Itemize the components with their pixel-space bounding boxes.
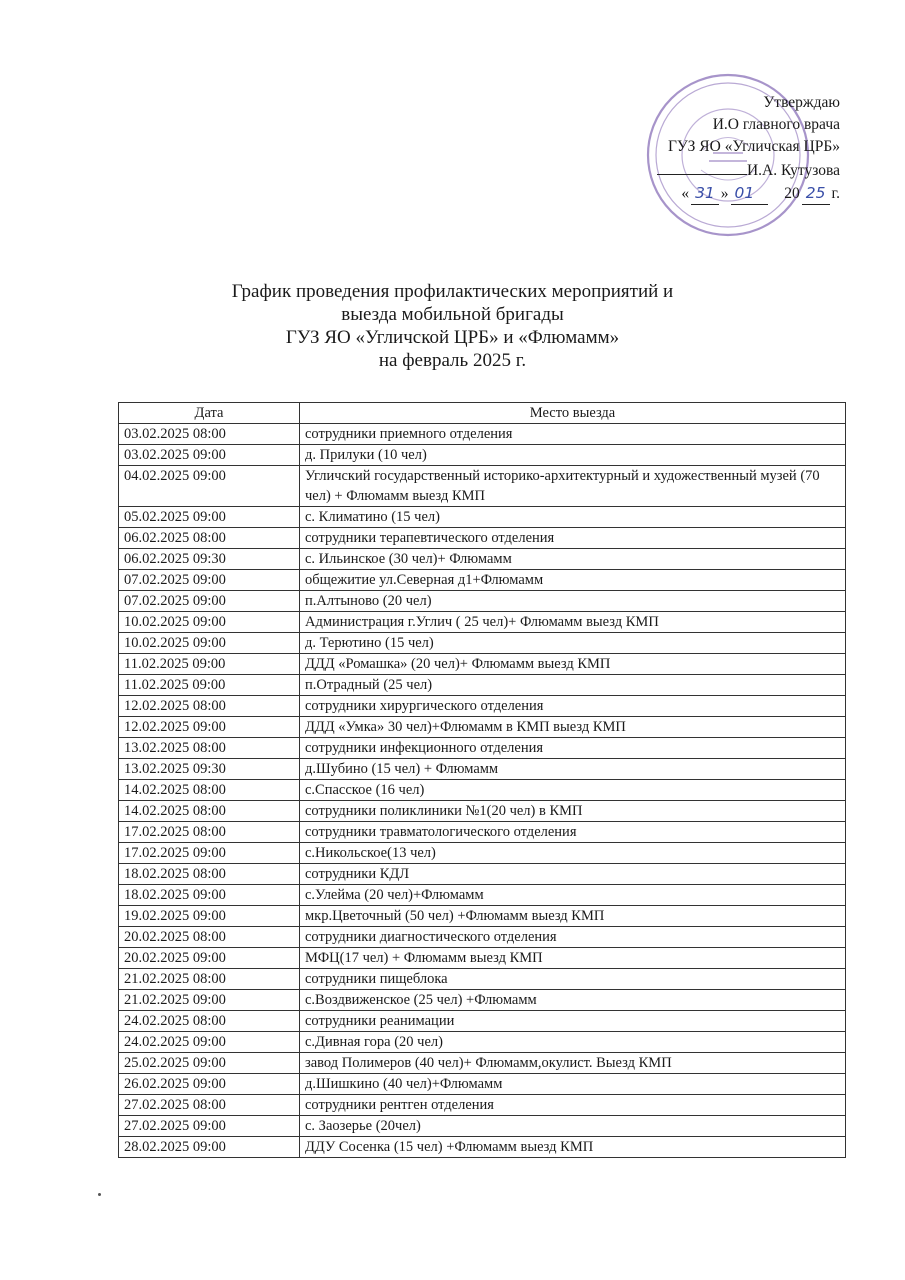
table-row <box>119 822 846 843</box>
cell-place: МФЦ(17 чел) + Флюмамм выезд КМП <box>300 948 846 969</box>
table-row <box>119 1095 846 1116</box>
approval-block <box>540 92 840 205</box>
cell-place: с. Заозерье (20чел) <box>300 1116 846 1137</box>
header-date: Дата <box>119 403 300 424</box>
table-row <box>119 780 846 801</box>
cell-date: 04.02.2025 09:00 <box>119 466 300 507</box>
signature-line <box>657 158 747 175</box>
cell-date: 03.02.2025 08:00 <box>119 424 300 445</box>
table-row <box>119 759 846 780</box>
cell-date: 12.02.2025 08:00 <box>119 696 300 717</box>
cell-place: сотрудники диагностического отделения <box>300 927 846 948</box>
cell-place: с.Улейма (20 чел)+Флюмамм <box>300 885 846 906</box>
table-row <box>119 717 846 738</box>
table-row <box>119 675 846 696</box>
cell-date: 18.02.2025 08:00 <box>119 864 300 885</box>
cell-date: 18.02.2025 09:00 <box>119 885 300 906</box>
cell-place: Администрация г.Углич ( 25 чел)+ Флюмамм выезд КМП <box>300 612 846 633</box>
cell-place: с. Ильинское (30 чел)+ Флюмамм <box>300 549 846 570</box>
cell-place: сотрудники пищеблока <box>300 969 846 990</box>
cell-place: п.Отрадный (25 чел) <box>300 675 846 696</box>
cell-date: 11.02.2025 09:00 <box>119 654 300 675</box>
cell-place: сотрудники приемного отделения <box>300 424 846 445</box>
table-row <box>119 801 846 822</box>
table-row <box>119 969 846 990</box>
table-row <box>119 445 846 466</box>
table-row <box>119 843 846 864</box>
cell-place: мкр.Цветочный (50 чел) +Флюмамм выезд КМП <box>300 906 846 927</box>
cell-place: сотрудники хирургического отделения <box>300 696 846 717</box>
table-row <box>119 906 846 927</box>
table-row <box>119 633 846 654</box>
approval-position: И.О главного врача <box>712 116 840 133</box>
approval-title: Утверждаю <box>763 94 840 111</box>
table-row <box>119 1011 846 1032</box>
table-row <box>119 591 846 612</box>
date-year: 25 <box>802 182 830 205</box>
title-line-3: ГУЗ ЯО «Угличской ЦРБ» и «Флюмамм» <box>285 327 620 348</box>
cell-date: 27.02.2025 08:00 <box>119 1095 300 1116</box>
table-row <box>119 864 846 885</box>
table-row <box>119 927 846 948</box>
cell-date: 17.02.2025 08:00 <box>119 822 300 843</box>
cell-date: 19.02.2025 09:00 <box>119 906 300 927</box>
table-row <box>119 1053 846 1074</box>
table-row <box>119 1137 846 1158</box>
document-title <box>0 280 905 372</box>
cell-place: с.Никольское(13 чел) <box>300 843 846 864</box>
cell-date: 26.02.2025 09:00 <box>119 1074 300 1095</box>
cell-place: с. Климатино (15 чел) <box>300 507 846 528</box>
title-line-2: выезда мобильной бригады <box>341 304 564 325</box>
cell-place: сотрудники терапевтического отделения <box>300 528 846 549</box>
cell-date: 17.02.2025 09:00 <box>119 843 300 864</box>
cell-place: завод Полимеров (40 чел)+ Флюмамм,окулист. Выезд КМП <box>300 1053 846 1074</box>
cell-date: 05.02.2025 09:00 <box>119 507 300 528</box>
table-row <box>119 990 846 1011</box>
table-row <box>119 1074 846 1095</box>
cell-place: сотрудники инфекционного отделения <box>300 738 846 759</box>
cell-date: 06.02.2025 09:30 <box>119 549 300 570</box>
cell-date: 12.02.2025 09:00 <box>119 717 300 738</box>
cell-date: 21.02.2025 09:00 <box>119 990 300 1011</box>
table-row <box>119 549 846 570</box>
cell-place: с.Воздвиженское (25 чел) +Флюмамм <box>300 990 846 1011</box>
cell-place: д. Прилуки (10 чел) <box>300 445 846 466</box>
cell-date: 14.02.2025 08:00 <box>119 801 300 822</box>
cell-place: сотрудники рентген отделения <box>300 1095 846 1116</box>
cell-place: общежитие ул.Северная д1+Флюмамм <box>300 570 846 591</box>
approval-signatory: И.А. Кутузова <box>540 158 840 182</box>
cell-place: с.Дивная гора (20 чел) <box>300 1032 846 1053</box>
cell-place: сотрудники КДЛ <box>300 864 846 885</box>
cell-date: 07.02.2025 09:00 <box>119 570 300 591</box>
cell-date: 28.02.2025 09:00 <box>119 1137 300 1158</box>
cell-date: 24.02.2025 09:00 <box>119 1032 300 1053</box>
scan-dot <box>98 1193 101 1196</box>
cell-date: 14.02.2025 08:00 <box>119 780 300 801</box>
date-day: 31 <box>691 182 719 205</box>
cell-date: 13.02.2025 08:00 <box>119 738 300 759</box>
cell-place: ДДД «Ромашка» (20 чел)+ Флюмамм выезд КМП <box>300 654 846 675</box>
cell-place: Угличский государственный историко-архитектурный и художественный музей (70 чел) + Флюмамм выезд КМП <box>300 466 846 507</box>
cell-place: сотрудники поликлиники №1(20 чел) в КМП <box>300 801 846 822</box>
table-row <box>119 424 846 445</box>
table-header-row <box>119 403 846 424</box>
schedule-body <box>119 424 846 1158</box>
cell-place: д.Шишкино (40 чел)+Флюмамм <box>300 1074 846 1095</box>
schedule-table <box>118 402 846 1158</box>
cell-place: д.Шубино (15 чел) + Флюмамм <box>300 759 846 780</box>
table-row <box>119 1032 846 1053</box>
date-month: 01 <box>731 182 769 205</box>
table-row <box>119 507 846 528</box>
cell-date: 10.02.2025 09:00 <box>119 612 300 633</box>
cell-date: 20.02.2025 09:00 <box>119 948 300 969</box>
header-place: Место выезда <box>300 403 846 424</box>
cell-date: 25.02.2025 09:00 <box>119 1053 300 1074</box>
cell-date: 13.02.2025 09:30 <box>119 759 300 780</box>
table-row <box>119 1116 846 1137</box>
cell-date: 07.02.2025 09:00 <box>119 591 300 612</box>
table-row <box>119 654 846 675</box>
cell-place: п.Алтыново (20 чел) <box>300 591 846 612</box>
approval-date: « 31 » 01 20 25 г. <box>540 182 840 205</box>
cell-place: сотрудники травматологического отделения <box>300 822 846 843</box>
table-row <box>119 466 846 507</box>
cell-place: ДДД «Умка» 30 чел)+Флюмамм в КМП выезд КМП <box>300 717 846 738</box>
cell-date: 11.02.2025 09:00 <box>119 675 300 696</box>
cell-date: 27.02.2025 09:00 <box>119 1116 300 1137</box>
cell-place: с.Спасское (16 чел) <box>300 780 846 801</box>
table-row <box>119 948 846 969</box>
table-row <box>119 570 846 591</box>
cell-date: 06.02.2025 08:00 <box>119 528 300 549</box>
cell-place: ДДУ Сосенка (15 чел) +Флюмамм выезд КМП <box>300 1137 846 1158</box>
table-row <box>119 696 846 717</box>
table-row <box>119 738 846 759</box>
cell-place: сотрудники реанимации <box>300 1011 846 1032</box>
cell-date: 03.02.2025 09:00 <box>119 445 300 466</box>
table-row <box>119 612 846 633</box>
cell-date: 21.02.2025 08:00 <box>119 969 300 990</box>
cell-date: 20.02.2025 08:00 <box>119 927 300 948</box>
cell-date: 24.02.2025 08:00 <box>119 1011 300 1032</box>
cell-place: д. Терютино (15 чел) <box>300 633 846 654</box>
title-line-4: на февраль 2025 г. <box>378 350 527 371</box>
title-line-1: График проведения профилактических мероприятий и <box>231 281 674 302</box>
cell-date: 10.02.2025 09:00 <box>119 633 300 654</box>
table-row <box>119 885 846 906</box>
table-row <box>119 528 846 549</box>
approval-organization: ГУЗ ЯО «Угличская ЦРБ» <box>667 138 840 155</box>
